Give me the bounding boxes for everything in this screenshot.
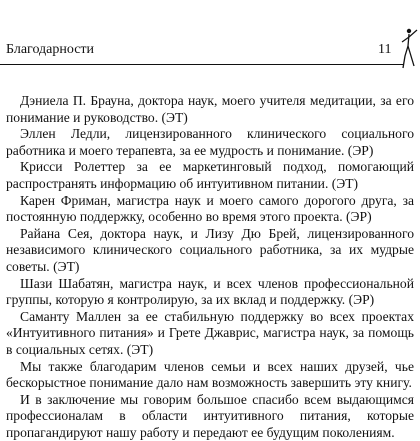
paragraph: Саманту Маллен за ее стабильную поддержку во всех проектах «Интуитивного питания» и Грете Джаврис, магистра наук, за помощь в социальных сетях. (ЭТ) xyxy=(6,308,414,357)
paragraph: И в заключение мы говорим большое спасибо всем выдающимся профессионалам в области интуитивного питания, которые пропагандируют нашу работу и передают ее будущим поколениям. xyxy=(6,391,414,440)
paragraph: Шази Шабатян, магистра наук, и всех членов профессиональной группы, которую я контролирую, за их вклад и поддержку. (ЭР) xyxy=(6,275,414,308)
running-header xyxy=(0,40,400,62)
paragraph: Райана Сея, доктора наук, и Лизу Дю Брей, лицензированного независимого клинического социального работника, за их мудрые советы. (ЭТ) xyxy=(6,225,414,274)
paragraph: Эллен Ледли, лицензированного клинического социального работника и моего терапевта, за ее мудрость и понимание. (ЭР) xyxy=(6,126,414,158)
paragraph: Мы также благодарим членов семьи и всех наших друзей, чье бескорыстное понимание дало нам возможность завершить эту книгу. xyxy=(6,358,414,391)
paragraph: Крисси Ролеттер за ее маркетинговый подход, помогающий распространять информацию об интуитивном питании. (ЭТ) xyxy=(6,159,414,191)
page-number: 11 xyxy=(378,42,392,57)
acknowledgements-body xyxy=(6,93,414,441)
paragraph: Дэниела П. Брауна, доктора наук, моего учителя медитации, за его понимание и руководство. (ЭТ) xyxy=(6,93,414,125)
section-title: Благодарности xyxy=(6,42,95,57)
header-rule xyxy=(0,64,404,65)
paragraph: Карен Фриман, магистра наук и моего самого дорогого друга, за постоянную поддержку, особенно во время этого проекта. (ЭР) xyxy=(6,192,414,225)
